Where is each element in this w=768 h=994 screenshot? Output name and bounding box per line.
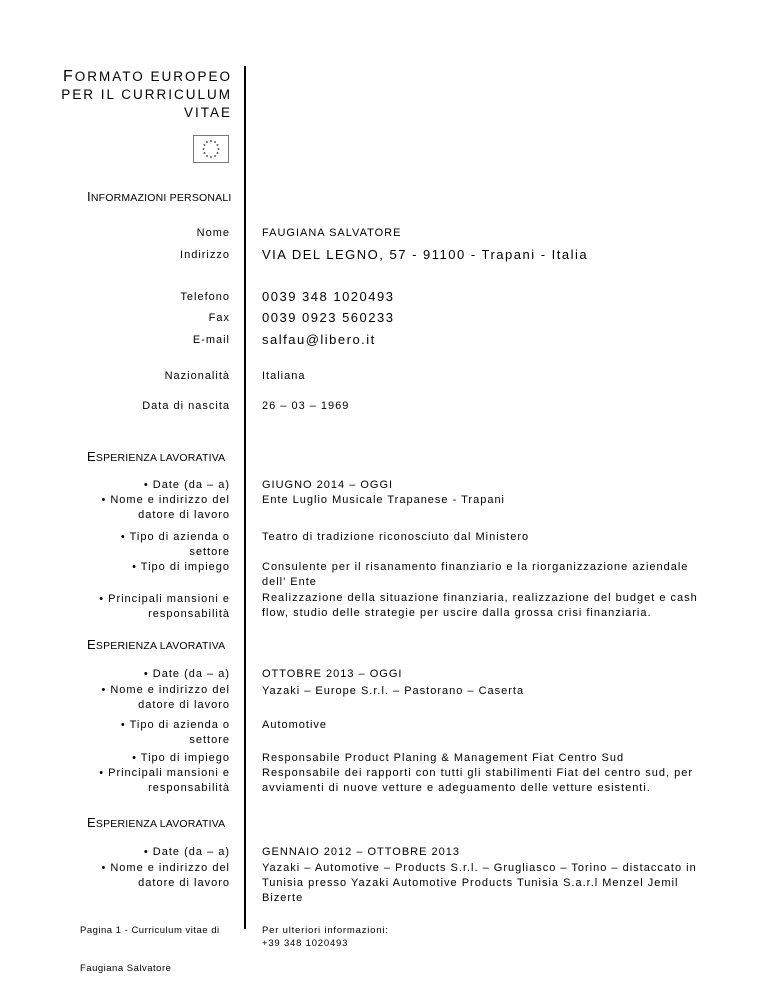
footer-page-info: Pagina 1 - Curriculum vitae di xyxy=(80,925,220,936)
experience-employer: Ente Luglio Musicale Trapanese - Trapani xyxy=(262,494,506,506)
date-label: • Date (da – a) xyxy=(143,479,230,491)
phone-label: Telefono xyxy=(180,291,230,303)
duties-label: • Principali mansioni e responsabilità xyxy=(99,593,230,620)
fax-label: Fax xyxy=(208,312,230,324)
section-personal-info: INFORMAZIONI PERSONALI xyxy=(87,189,232,204)
phone-value: 0039 348 1020493 xyxy=(262,289,395,304)
experience-sector: Automotive xyxy=(262,719,328,731)
name-value: FAUGIANA SALVATORE xyxy=(262,227,402,239)
address-value: VIA DEL LEGNO, 57 - 91100 - Trapani - Italia xyxy=(262,247,589,262)
experience-employer: Yazaki – Europe S.r.l. – Pastorano – Caserta xyxy=(262,685,525,697)
employer-label: • Nome e indirizzo del datore di lavoro xyxy=(101,684,230,711)
experience-employer: Yazaki – Automotive – Products S.r.l. – Grugliasco – Torino – distaccato in Tunisia presso Yazaki Automotive Products Tunisia S.a.r.l Menzel Jemil Bizerte xyxy=(262,862,697,904)
name-label: Nome xyxy=(196,227,230,239)
date-label: • Date (da – a) xyxy=(143,668,230,680)
nationality-label: Nazionalità xyxy=(164,370,230,382)
birth-value: 26 – 03 – 1969 xyxy=(262,400,350,412)
experience-duties: Responsabile dei rapporti con tutti gli stabilimenti Fiat del centro sud, per avviamenti di nuove vetture e adeguamento delle vetture esistenti. xyxy=(262,767,694,794)
footer-contact: Per ulteriori informazioni: +39 348 1020493 xyxy=(262,925,389,949)
experience-duties: Realizzazione della situazione finanziaria, realizzazione del budget e cash flow, studio delle strategie per uscire dalla grossa crisi finanziaria. xyxy=(262,592,698,619)
section-work-experience: ESPERIENZA LAVORATIVA xyxy=(87,815,226,830)
employer-label: • Nome e indirizzo del datore di lavoro xyxy=(101,862,230,889)
section-work-experience: ESPERIENZA LAVORATIVA xyxy=(87,449,226,464)
experience-job-type: Consulente per il risanamento finanziario e la riorganizzazione aziendale dell' Ente xyxy=(262,561,689,588)
sector-label: • Tipo di azienda o settore xyxy=(120,719,230,746)
footer-author: Faugiana Salvatore xyxy=(80,963,172,974)
duties-label: • Principali mansioni e responsabilità xyxy=(99,767,230,794)
fax-value: 0039 0923 560233 xyxy=(262,310,395,325)
employer-label: • Nome e indirizzo del datore di lavoro xyxy=(101,494,230,521)
address-label: Indirizzo xyxy=(180,249,230,261)
experience-date: GENNAIO 2012 – OTTOBRE 2013 xyxy=(262,846,460,858)
job-type-label: • Tipo di impiego xyxy=(132,561,230,573)
nationality-value: Italiana xyxy=(262,370,306,382)
eu-flag-icon xyxy=(193,135,229,163)
section-work-experience: ESPERIENZA LAVORATIVA xyxy=(87,637,226,652)
experience-date: OTTOBRE 2013 – OGGI xyxy=(262,668,403,680)
birth-label: Data di nascita xyxy=(142,400,230,412)
email-value: salfau@libero.it xyxy=(262,332,376,347)
vertical-divider xyxy=(244,66,246,929)
experience-date: GIUGNO 2014 – OGGI xyxy=(262,479,394,491)
email-label: E-mail xyxy=(192,334,230,346)
experience-sector: Teatro di tradizione riconosciuto dal Ministero xyxy=(262,531,530,543)
sector-label: • Tipo di azienda o settore xyxy=(120,531,230,558)
experience-job-type: Responsabile Product Planing & Management Fiat Centro Sud xyxy=(262,752,625,764)
job-type-label: • Tipo di impiego xyxy=(132,752,230,764)
date-label: • Date (da – a) xyxy=(143,846,230,858)
document-title: FORMATO EUROPEO PER IL CURRICULUM VITAE xyxy=(61,68,232,120)
